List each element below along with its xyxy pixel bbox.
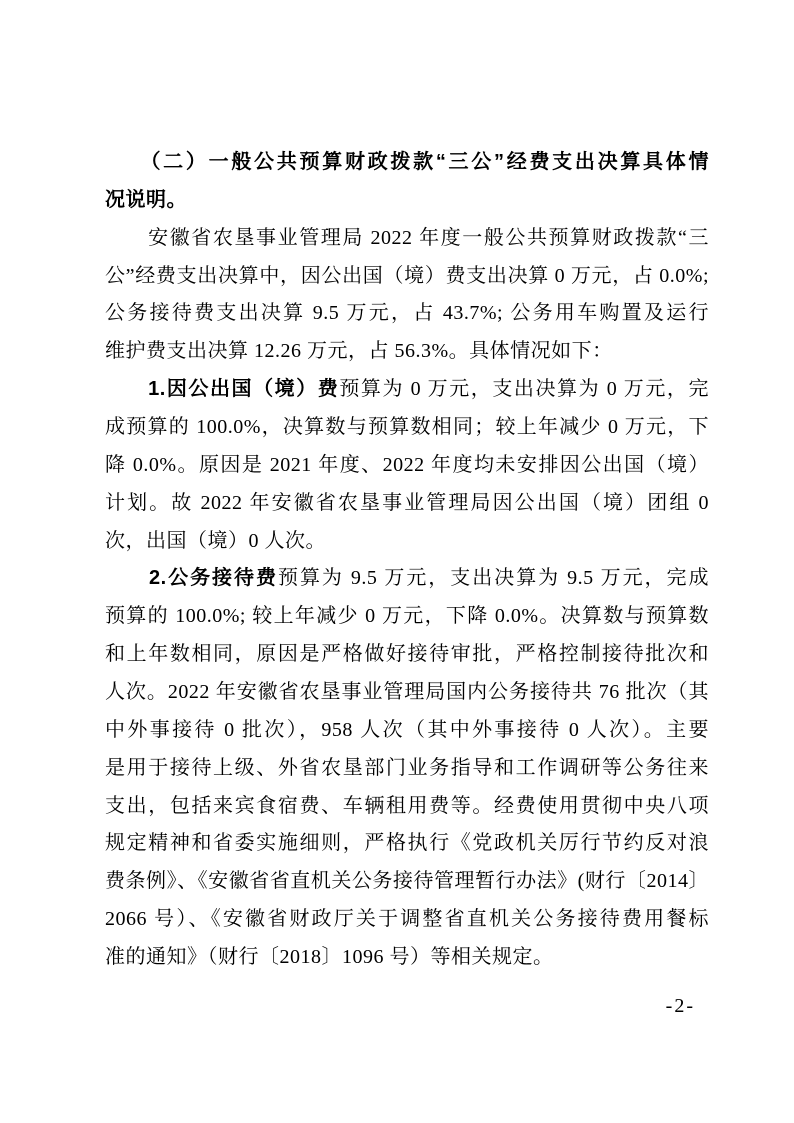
text-line [105,750,709,788]
text-line [105,258,709,296]
body-text-run: 规定精神和省委实施细则，严格执行《党政机关厉行节约反对浪 [105,832,709,855]
body-text-run: 降 0.0%。原因是 2021 年度、2022 年度均未安排因公出国（境） [105,453,709,476]
text-line [105,939,709,977]
text-line-item-1 [105,371,709,409]
text-line [105,523,709,561]
item-1-bold-label: 1.因公出国（境）费 [105,378,340,401]
body-text-run: 公务接待费支出决算 9.5 万元，占 43.7%; 公务用车购置及运行 [105,302,709,325]
body-text-run: 预算为 0 万元，支出决算为 0 万元，完 [339,378,709,401]
body-text-run: 安徽省农垦事业管理局 2022 年度一般公共预算财政拨款“三 [105,226,709,249]
text-line [105,674,709,712]
body-text-run: 公”经费支出决算中，因公出国（境）费支出决算 0 万元，占 0.0%; [105,264,709,287]
heading-bold-run: 况说明。 [105,188,187,211]
text-line [105,901,709,939]
text-line [105,485,709,523]
text-line [105,788,709,826]
body-text-run: 预算的 100.0%; 较上年减少 0 万元，下降 0.0%。决算数与预算数 [105,605,709,628]
body-text-run: 支出，包括来宾食宿费、车辆租用费等。经费使用贯彻中央八项 [105,794,709,817]
body-text-run: 次，出国（境）0 人次。 [105,529,326,552]
body-text-run: 是用于接待上级、外省农垦部门业务指导和工作调研等公务往来 [105,756,709,779]
body-text-run: 预算为 9.5 万元，支出决算为 9.5 万元，完成 [277,567,709,590]
body-text-run: 计划。故 2022 年安徽省农垦事业管理局因公出国（境）团组 0 [105,491,709,514]
text-line [105,598,709,636]
text-line-heading-2 [105,182,709,220]
body-text-run: 2066 号）、《安徽省财政厅关于调整省直机关公务接待费用餐标 [105,908,709,931]
body-text-run: 准的通知》（财行〔2018〕1096 号）等相关规定。 [105,946,554,969]
text-line [105,295,709,333]
document-text-block [105,144,709,977]
text-line-item-2 [105,560,709,598]
item-2-bold-label: 2.公务接待费 [105,567,278,590]
body-text-run: 中外事接待 0 批次），958 人次（其中外事接待 0 人次）。主要 [105,718,709,741]
text-line [105,825,709,863]
text-line [105,409,709,447]
text-line [105,636,709,674]
body-text-run: 维护费支出决算 12.26 万元，占 56.3%。具体情况如下： [105,340,613,363]
body-text-run: 和上年数相同，原因是严格做好接待审批，严格控制接待批次和 [105,643,709,666]
body-text-run: 费条例》、《安徽省省直机关公务接待管理暂行办法》(财行〔2014〕 [105,870,709,893]
text-line [105,712,709,750]
body-text-run: 成预算的 100.0%，决算数与预算数相同；较上年减少 0 万元，下 [105,416,709,439]
text-line [105,863,709,901]
page-number: -2- [665,995,695,1017]
heading-bold-run: （二）一般公共预算财政拨款“三公”经费支出决算具体情 [105,151,709,173]
text-line-heading-1 [105,144,709,182]
text-line [105,447,709,485]
text-line [105,220,709,258]
body-text-run: 人次。2022 年安徽省农垦事业管理局国内公务接待共 76 批次（其 [105,681,709,704]
text-line [105,333,709,371]
